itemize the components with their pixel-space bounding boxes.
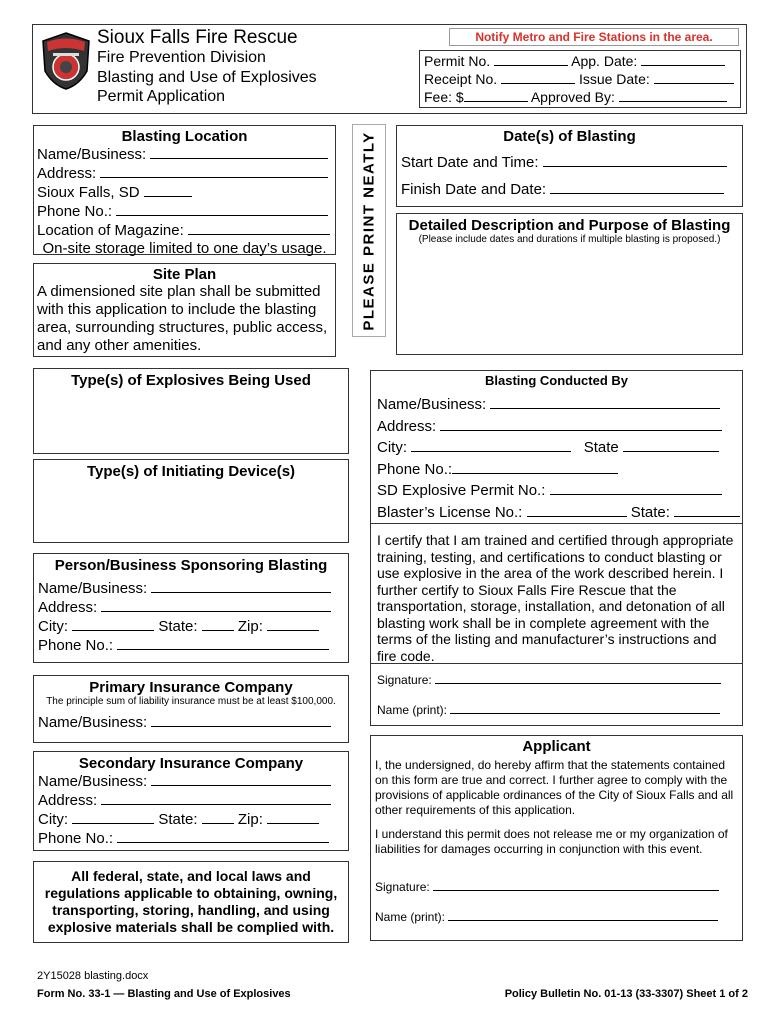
permit-no-label: Permit No. xyxy=(424,53,491,69)
conducted-name-label: Name/Business: xyxy=(377,396,487,413)
fee-label: Fee: $ xyxy=(424,89,464,105)
conducted-signature-field[interactable] xyxy=(435,673,721,684)
office-use-box xyxy=(419,50,741,108)
print-neatly-banner xyxy=(352,124,386,337)
sponsor-name-field[interactable] xyxy=(151,579,331,593)
conducted-phone-label: Phone No.: xyxy=(377,460,453,478)
location-phone-label: Phone No.: xyxy=(37,203,113,220)
approved-by-label: Approved By: xyxy=(530,89,615,105)
magazine-location-field[interactable] xyxy=(188,221,330,235)
sponsor-state-label: State: xyxy=(158,618,198,635)
dates-section xyxy=(396,125,743,207)
sponsor-phone-field[interactable] xyxy=(117,636,329,650)
conducted-name-field[interactable] xyxy=(490,395,720,409)
conducted-city-label: City: xyxy=(377,439,407,456)
sponsor-section xyxy=(33,553,349,663)
secondary-phone-label: Phone No.: xyxy=(38,830,114,847)
app-date-label: App. Date: xyxy=(571,53,638,69)
location-name-field[interactable] xyxy=(150,145,328,159)
org-name: Sioux Falls Fire Rescue xyxy=(97,27,298,48)
blasting-location-section xyxy=(33,125,336,255)
sponsor-state-field[interactable] xyxy=(202,617,234,631)
primary-insurance-section xyxy=(33,675,349,743)
conducted-city-field[interactable] xyxy=(411,438,571,452)
division-name: Fire Prevention Division xyxy=(97,49,266,66)
secondary-name-field[interactable] xyxy=(151,772,331,786)
location-address-field[interactable] xyxy=(100,164,328,178)
notify-banner xyxy=(449,28,739,46)
blaster-license-field[interactable] xyxy=(527,503,627,517)
sponsor-zip-label: Zip: xyxy=(237,618,263,635)
sponsor-address-label: Address: xyxy=(38,599,98,616)
app-date-field[interactable] xyxy=(641,52,725,66)
sd-permit-label: SD Explosive Permit No.: xyxy=(377,482,546,499)
explosives-section xyxy=(33,368,349,454)
notify-text: Notify Metro and Fire Stations in the area. xyxy=(475,30,713,44)
applicant-name-print-field[interactable] xyxy=(448,910,718,921)
issue-date-field[interactable] xyxy=(654,70,734,84)
start-date-field[interactable] xyxy=(543,153,727,167)
sponsor-city-label: City: xyxy=(38,618,68,635)
blaster-license-label: Blaster’s License No.: xyxy=(377,503,523,521)
site-plan-heading: Site Plan xyxy=(152,266,217,283)
secondary-insurance-section xyxy=(33,751,349,851)
fee-field[interactable] xyxy=(464,88,528,102)
conducted-signature-label: Signature: xyxy=(377,673,432,687)
description-heading: Detailed Description and Purpose of Blasting xyxy=(408,217,731,234)
finish-date-field[interactable] xyxy=(550,180,724,194)
location-phone-field[interactable] xyxy=(116,202,328,216)
conducted-address-field[interactable] xyxy=(440,417,722,431)
location-address-label: Address: xyxy=(37,165,97,182)
secondary-state-label: State: xyxy=(158,811,198,828)
laws-notice-box xyxy=(33,861,349,943)
description-note: (Please include dates and durations if multiple blasting is proposed.) xyxy=(418,234,721,245)
secondary-name-label: Name/Business: xyxy=(38,773,148,790)
initiating-section xyxy=(33,459,349,543)
conducted-by-section xyxy=(370,370,743,726)
description-section xyxy=(396,213,743,355)
location-city-label: Sioux Falls, SD xyxy=(37,184,140,201)
applicant-signature-label: Signature: xyxy=(375,880,430,894)
primary-insurance-heading: Primary Insurance Company xyxy=(89,679,293,696)
receipt-no-field[interactable] xyxy=(501,70,575,84)
secondary-zip-label: Zip: xyxy=(237,811,263,828)
applicant-name-print-label: Name (print): xyxy=(375,910,446,924)
form-subtitle: Permit Application xyxy=(97,88,226,105)
location-zip-field[interactable] xyxy=(144,183,192,197)
conducted-name-print-label: Name (print): xyxy=(377,703,448,717)
sd-permit-field[interactable] xyxy=(550,481,722,495)
conducted-state-field[interactable] xyxy=(623,438,719,452)
magazine-location-label: Location of Magazine: xyxy=(37,222,184,239)
secondary-address-label: Address: xyxy=(38,792,98,809)
explosives-heading: Type(s) of Explosives Being Used xyxy=(71,372,311,389)
secondary-address-field[interactable] xyxy=(101,791,331,805)
footer-form-number: Form No. 33-1 — Blasting and Use of Explosives xyxy=(37,988,291,1000)
site-plan-section xyxy=(33,263,336,357)
sponsor-city-field[interactable] xyxy=(72,617,154,631)
conducted-address-label: Address: xyxy=(377,417,437,435)
form-title: Blasting and Use of Explosives xyxy=(97,69,317,86)
secondary-state-field[interactable] xyxy=(202,810,234,824)
print-neatly-text: PLEASE PRINT NEATLY xyxy=(360,130,378,331)
initiating-field[interactable] xyxy=(37,480,345,538)
fire-department-logo xyxy=(39,31,93,91)
issue-date-label: Issue Date: xyxy=(578,71,650,87)
approved-by-field[interactable] xyxy=(619,88,727,102)
conducted-name-print-field[interactable] xyxy=(450,703,720,714)
sponsor-zip-field[interactable] xyxy=(267,617,319,631)
location-name-label: Name/Business: xyxy=(37,146,147,163)
certify-text: I certify that I am trained and certified through appropriate training, testing, and certifications to conduct blasting or use explosive in the area of the work described herein. I further certify to Sioux Falls Fire Rescue that the transportation, storage, installation, and detonation of all blasting work shall be in complete agreement with the terms of the listing and manufacturer’s instructions and fire code. xyxy=(377,532,734,664)
applicant-signature-field[interactable] xyxy=(433,880,719,891)
laws-notice-text: All federal, state, and local laws and regulations applicable to obtaining, owning, transporting, storing, handling, and using explosive materials shall be complied with. xyxy=(44,868,338,935)
conducted-state-label: State xyxy=(583,439,619,456)
secondary-zip-field[interactable] xyxy=(267,810,319,824)
header-box xyxy=(32,24,747,114)
applicant-heading: Applicant xyxy=(522,738,591,755)
sponsor-address-field[interactable] xyxy=(101,598,331,612)
site-plan-text: A dimensioned site plan shall be submitted with this application to include the blasting area, surrounding structures, public access, and any other amenities. xyxy=(37,283,328,354)
secondary-insurance-heading: Secondary Insurance Company xyxy=(78,755,304,772)
start-date-label: Start Date and Time: xyxy=(401,154,539,171)
footer-filename: 2Y15028 blasting.docx xyxy=(37,970,149,982)
affirm-text: I, the undersigned, do hereby affirm that the statements contained on this form are true and correct. I further agree to comply with the provisions of applicable ordinances of the City of Sioux Falls and all other requirements of this application. xyxy=(375,758,734,817)
footer-policy-bulletin: Policy Bulletin No. 01-13 (33-3307) Sheet 1 of 2 xyxy=(504,988,748,1000)
blasting-location-heading: Blasting Location xyxy=(121,128,248,145)
explosives-field[interactable] xyxy=(37,389,345,449)
license-state-label: State: xyxy=(630,503,670,521)
primary-insurance-name-label: Name/Business: xyxy=(38,714,148,731)
receipt-no-label: Receipt No. xyxy=(424,71,498,87)
sponsor-name-label: Name/Business: xyxy=(38,580,148,597)
secondary-city-field[interactable] xyxy=(72,810,154,824)
conducted-phone-field[interactable] xyxy=(452,460,618,474)
understand-text: I understand this permit does not release me or my organization of liabilities for damages occurring in conjunction with this event. xyxy=(375,827,728,856)
license-state-field[interactable] xyxy=(674,503,740,517)
sponsor-heading: Person/Business Sponsoring Blasting xyxy=(54,557,328,574)
conducted-by-heading: Blasting Conducted By xyxy=(484,373,628,388)
finish-date-label: Finish Date and Date: xyxy=(401,181,547,198)
secondary-phone-field[interactable] xyxy=(117,829,329,843)
description-field[interactable] xyxy=(401,245,738,345)
permit-no-field[interactable] xyxy=(494,52,568,66)
primary-insurance-name-field[interactable] xyxy=(151,713,331,727)
applicant-section xyxy=(370,735,743,941)
sponsor-phone-label: Phone No.: xyxy=(38,637,114,654)
storage-note: On-site storage limited to one day’s usage. xyxy=(42,240,327,257)
secondary-city-label: City: xyxy=(38,811,68,828)
dates-heading: Date(s) of Blasting xyxy=(503,128,636,145)
initiating-heading: Type(s) of Initiating Device(s) xyxy=(86,463,296,480)
primary-insurance-note: The principle sum of liability insurance must be at least $100,000. xyxy=(46,696,336,707)
